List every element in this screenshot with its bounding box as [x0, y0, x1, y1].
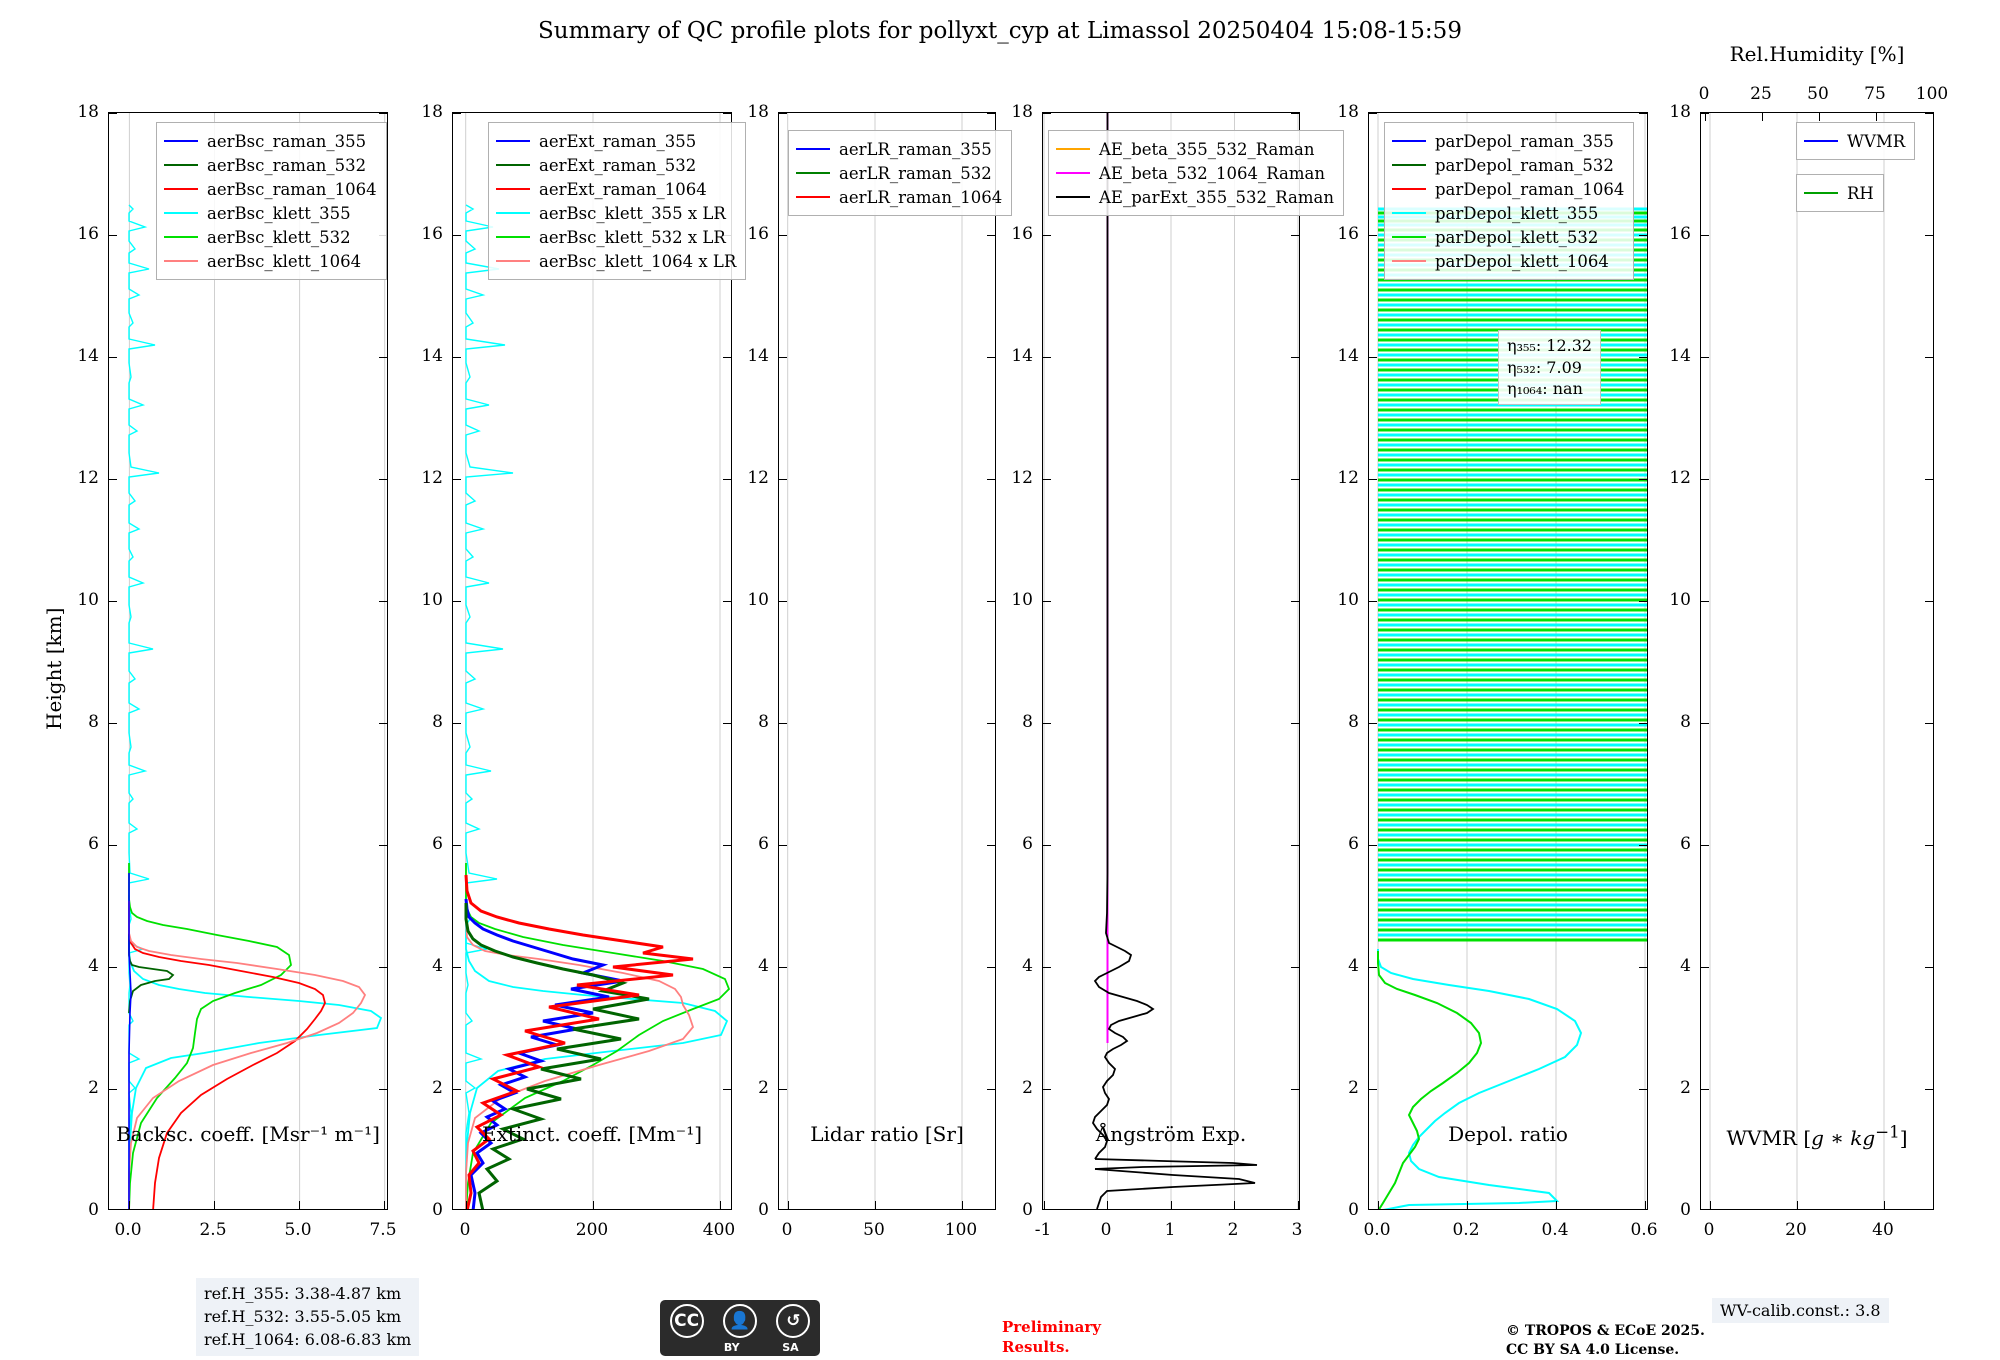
y-tick: 18 — [1011, 102, 1033, 122]
y-tick: 12 — [1337, 468, 1359, 488]
legend-item — [1392, 225, 1624, 249]
x-tick: 0 — [459, 1220, 471, 1240]
x-tick-top: 25 — [1750, 84, 1772, 104]
legend-label: AE_beta_532_1064_Raman — [1099, 163, 1325, 183]
y-tick: 8 — [432, 712, 443, 732]
legend-swatch — [1392, 140, 1426, 142]
legend-label: aerLR_raman_355 — [839, 139, 992, 159]
panel-wvmr — [1669, 84, 1949, 1240]
x-tick: 400 — [702, 1220, 736, 1240]
preliminary-note — [1002, 1318, 1101, 1357]
legend-item — [1392, 249, 1624, 273]
plot-angstrom — [1043, 113, 1300, 1210]
legend-swatch — [1392, 212, 1426, 214]
y-tick: 10 — [747, 590, 769, 610]
legend-swatch — [1392, 164, 1426, 166]
legend-item — [496, 153, 736, 177]
x-tick: 0.6 — [1630, 1220, 1658, 1240]
legend-swatch — [496, 260, 530, 262]
eta-532: η₅₃₂: 7.09 — [1507, 357, 1582, 377]
legend-label: aerBsc_klett_532 — [207, 227, 351, 247]
y-tick: 4 — [432, 956, 443, 976]
legend-item — [164, 201, 377, 225]
legend-swatch — [1392, 236, 1426, 238]
panel-depol-ratio — [1337, 102, 1658, 1240]
eta-annotation — [1498, 330, 1601, 405]
y-tick: 12 — [1011, 468, 1033, 488]
copyright-line-2: CC BY SA 4.0 License. — [1506, 1341, 1680, 1358]
y-tick: 2 — [758, 1078, 769, 1098]
y-axis-label: Height [km] — [42, 607, 66, 730]
y-tick: 8 — [1348, 712, 1359, 732]
y-tick: 0 — [758, 1200, 769, 1220]
y-tick: 14 — [421, 346, 443, 366]
legend-label: aerExt_raman_532 — [539, 155, 697, 175]
legend-swatch — [164, 188, 198, 190]
x-axis-label-wvmr — [1700, 1122, 1934, 1150]
x-tick: 0 — [1703, 1220, 1715, 1240]
y-tick: 6 — [1680, 834, 1691, 854]
panel-angstrom — [1011, 102, 1334, 1240]
x-tick: 0.0 — [114, 1220, 142, 1240]
y-tick: 2 — [1680, 1078, 1691, 1098]
legend-swatch — [1804, 192, 1838, 194]
legend-item — [1056, 137, 1334, 161]
legend-label: parDepol_raman_532 — [1435, 155, 1614, 175]
legend-item — [164, 129, 377, 153]
legend-item — [496, 201, 736, 225]
y-tick: 10 — [1011, 590, 1033, 610]
legend-item — [1804, 181, 1874, 205]
wv-calibration-constant: WV-calib.const.: 3.8 — [1712, 1298, 1889, 1323]
legend-backscatter — [156, 122, 387, 280]
legend-swatch — [1392, 260, 1426, 262]
y-tick: 2 — [1348, 1078, 1359, 1098]
y-tick: 10 — [421, 590, 443, 610]
ref-h-355: ref.H_355: 3.38-4.87 km — [204, 1284, 402, 1303]
x-tick-top: 50 — [1807, 84, 1829, 104]
legend-label: aerBsc_raman_355 — [207, 131, 367, 151]
x-tick: 100 — [944, 1220, 978, 1240]
y-tick: 0 — [1022, 1200, 1033, 1220]
panel-backscatter — [77, 102, 397, 1240]
x-tick-top: 100 — [1915, 84, 1949, 104]
x-tick: 5.0 — [284, 1220, 312, 1240]
cc-by-icon: 👤 — [723, 1304, 757, 1338]
y-tick: 12 — [421, 468, 443, 488]
x-tick: 50 — [863, 1220, 885, 1240]
x-tick: 0.0 — [1363, 1220, 1391, 1240]
y-tick: 14 — [747, 346, 769, 366]
y-tick: 14 — [1011, 346, 1033, 366]
y-tick: 2 — [432, 1078, 443, 1098]
legend-depol-ratio — [1384, 122, 1634, 280]
x-tick-top: 0 — [1698, 84, 1710, 104]
x-tick: 0 — [1100, 1220, 1112, 1240]
legend-rh — [1796, 174, 1884, 212]
legend-swatch — [496, 236, 530, 238]
legend-item — [1804, 129, 1905, 153]
cc-sa-icon: ↺ — [776, 1304, 810, 1338]
legend-label: aerBsc_klett_532 x LR — [539, 227, 726, 247]
y-tick: 18 — [421, 102, 443, 122]
legend-label: AE_beta_355_532_Raman — [1099, 139, 1315, 159]
y-tick: 0 — [432, 1200, 443, 1220]
legend-swatch — [796, 148, 830, 150]
preliminary-line-1: Preliminary — [1002, 1318, 1101, 1336]
legend-swatch — [796, 196, 830, 198]
y-tick: 4 — [88, 956, 99, 976]
y-tick: 12 — [747, 468, 769, 488]
y-tick: 16 — [421, 224, 443, 244]
copyright-note — [1506, 1322, 1705, 1360]
plot-lidar-ratio — [779, 113, 996, 1210]
top-axis-label-rh: Rel.Humidity [%] — [1729, 42, 1905, 66]
legend-wvmr — [1796, 122, 1915, 160]
page-title: Summary of QC profile plots for pollyxt_cyp at Limassol 20250404 15:08-15:59 — [538, 18, 1462, 44]
legend-label: aerBsc_raman_1064 — [207, 179, 377, 199]
y-tick: 4 — [1348, 956, 1359, 976]
x-tick: 3 — [1291, 1220, 1303, 1240]
y-tick: 0 — [1348, 1200, 1359, 1220]
legend-swatch — [164, 212, 198, 214]
y-tick: 4 — [1022, 956, 1033, 976]
legend-item — [796, 161, 1002, 185]
y-tick: 16 — [1337, 224, 1359, 244]
y-tick: 18 — [747, 102, 769, 122]
eta-1064: η₁₀₆₄: nan — [1507, 379, 1583, 399]
legend-swatch — [1392, 188, 1426, 190]
legend-swatch — [496, 212, 530, 214]
x-tick: 7.5 — [369, 1220, 397, 1240]
legend-item — [496, 177, 736, 201]
panel-extinction — [421, 102, 737, 1240]
legend-label: aerBsc_klett_355 — [207, 203, 351, 223]
x-tick: 2 — [1227, 1220, 1239, 1240]
reference-heights-box — [196, 1278, 419, 1356]
legend-item — [164, 249, 377, 273]
y-tick: 10 — [1337, 590, 1359, 610]
legend-label: aerBsc_raman_532 — [207, 155, 367, 175]
x-tick: 2.5 — [199, 1220, 227, 1240]
y-tick: 6 — [1022, 834, 1033, 854]
axes-lidar-ratio — [778, 112, 996, 1210]
cc-label-sa: SA — [782, 1341, 799, 1354]
legend-label: parDepol_raman_1064 — [1435, 179, 1625, 199]
y-tick: 0 — [88, 1200, 99, 1220]
y-tick: 18 — [1337, 102, 1359, 122]
legend-swatch — [1056, 148, 1090, 150]
y-tick: 12 — [77, 468, 99, 488]
x-tick: 200 — [575, 1220, 609, 1240]
x-tick: 0.4 — [1541, 1220, 1569, 1240]
y-tick: 8 — [88, 712, 99, 732]
legend-swatch — [496, 188, 530, 190]
legend-extinction — [488, 122, 746, 280]
legend-item — [496, 129, 736, 153]
copyright-line-1: © TROPOS & ECoE 2025. — [1506, 1323, 1705, 1339]
y-tick: 10 — [1669, 590, 1691, 610]
x-tick: 40 — [1872, 1220, 1894, 1240]
y-tick: 0 — [1680, 1200, 1691, 1220]
legend-item — [496, 225, 736, 249]
legend-swatch — [796, 172, 830, 174]
y-tick: 10 — [77, 590, 99, 610]
y-tick: 16 — [1011, 224, 1033, 244]
x-tick: -1 — [1034, 1220, 1052, 1240]
y-tick: 6 — [1348, 834, 1359, 854]
legend-swatch — [164, 260, 198, 262]
cc-icon: CC — [670, 1304, 704, 1338]
legend-label: parDepol_raman_355 — [1435, 131, 1614, 151]
legend-label: parDepol_klett_1064 — [1435, 251, 1609, 271]
y-tick: 4 — [1680, 956, 1691, 976]
legend-item — [496, 249, 736, 273]
y-tick: 4 — [758, 956, 769, 976]
axes-angstrom — [1042, 112, 1300, 1210]
x-axis-label-depol-ratio: Depol. ratio — [1448, 1122, 1568, 1146]
y-tick: 14 — [77, 346, 99, 366]
legend-label: aerBsc_klett_1064 — [207, 251, 362, 271]
legend-item — [1056, 161, 1334, 185]
y-tick: 8 — [758, 712, 769, 732]
x-tick: 20 — [1785, 1220, 1807, 1240]
y-tick: 2 — [88, 1078, 99, 1098]
legend-swatch — [1804, 140, 1838, 142]
y-tick: 16 — [77, 224, 99, 244]
y-tick: 8 — [1680, 712, 1691, 732]
x-tick: 0 — [781, 1220, 793, 1240]
x-axis-label-angstrom: Ångström Exp. — [1095, 1122, 1247, 1146]
y-tick: 6 — [758, 834, 769, 854]
legend-label: parDepol_klett_355 — [1435, 203, 1599, 223]
legend-label: aerExt_raman_355 — [539, 131, 697, 151]
x-tick: 1 — [1164, 1220, 1176, 1240]
legend-label: aerBsc_klett_355 x LR — [539, 203, 726, 223]
legend-item — [164, 225, 377, 249]
plot-wvmr — [1701, 113, 1934, 1210]
legend-item — [1392, 129, 1624, 153]
legend-label: parDepol_klett_532 — [1435, 227, 1599, 247]
preliminary-line-2: Results. — [1002, 1337, 1070, 1356]
legend-item — [1392, 201, 1624, 225]
legend-label: aerLR_raman_532 — [839, 163, 992, 183]
legend-angstrom — [1048, 130, 1344, 216]
legend-label: AE_parExt_355_532_Raman — [1099, 187, 1334, 207]
wvmr-label-text: WVMR [g ∗ $kg^{-1}$] — [1726, 1122, 1908, 1150]
legend-label: aerExt_raman_1064 — [539, 179, 707, 199]
y-tick: 18 — [1669, 102, 1691, 122]
legend-item — [164, 153, 377, 177]
legend-item — [796, 185, 1002, 209]
x-axis-label-backscatter: Backsc. coeff. [Msr⁻¹ m⁻¹] — [116, 1122, 380, 1146]
x-axis-label-lidar-ratio: Lidar ratio [Sr] — [810, 1122, 964, 1146]
y-tick: 16 — [747, 224, 769, 244]
legend-item — [1392, 153, 1624, 177]
legend-label: WVMR — [1847, 131, 1906, 151]
legend-swatch — [164, 164, 198, 166]
y-tick: 6 — [88, 834, 99, 854]
ref-h-1064: ref.H_1064: 6.08-6.83 km — [204, 1330, 412, 1350]
legend-swatch — [1056, 172, 1090, 174]
y-tick: 6 — [432, 834, 443, 854]
legend-swatch — [1056, 196, 1090, 198]
y-tick: 12 — [1669, 468, 1691, 488]
legend-item — [1056, 185, 1334, 209]
legend-swatch — [496, 164, 530, 166]
eta-355: η₃₅₅: 12.32 — [1507, 336, 1593, 355]
axes-wvmr — [1700, 112, 1934, 1210]
legend-item — [164, 177, 377, 201]
legend-swatch — [164, 140, 198, 142]
legend-swatch — [164, 236, 198, 238]
cc-label-by: BY — [723, 1341, 740, 1354]
y-tick: 2 — [1022, 1078, 1033, 1098]
y-tick: 14 — [1337, 346, 1359, 366]
y-tick: 8 — [1022, 712, 1033, 732]
legend-label: RH — [1847, 183, 1874, 203]
legend-label: aerBsc_klett_1064 x LR — [539, 251, 737, 271]
legend-item — [796, 137, 1002, 161]
panel-lidar-ratio — [747, 102, 1003, 1240]
legend-lidar-ratio — [788, 130, 1012, 216]
y-tick: 16 — [1669, 224, 1691, 244]
x-tick-top: 75 — [1864, 84, 1886, 104]
y-tick: 14 — [1669, 346, 1691, 366]
legend-label: aerLR_raman_1064 — [839, 187, 1003, 207]
x-axis-label-extinction: Extinct. coeff. [Mm⁻¹] — [481, 1122, 703, 1146]
ref-h-532: ref.H_532: 3.55-5.05 km — [204, 1307, 402, 1327]
legend-swatch — [496, 140, 530, 142]
cc-license-badge[interactable] — [660, 1300, 820, 1356]
legend-item — [1392, 177, 1624, 201]
y-tick: 18 — [77, 102, 99, 122]
x-tick: 0.2 — [1452, 1220, 1480, 1240]
